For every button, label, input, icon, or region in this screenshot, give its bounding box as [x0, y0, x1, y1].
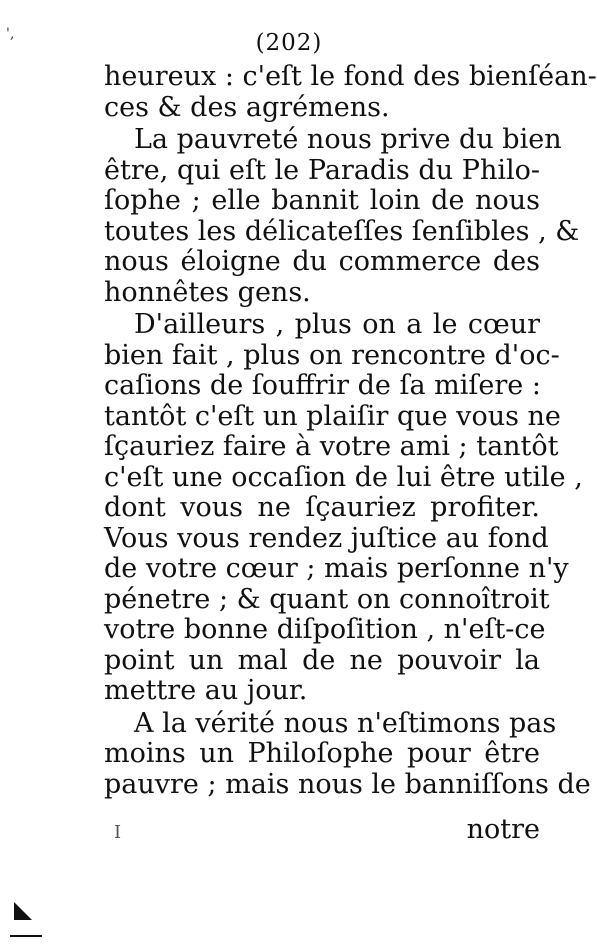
- text-line: A la vérité nous n'eſtimons pas: [134, 707, 557, 739]
- text-line: c'eſt une occaſion de lui être utile ,: [104, 461, 583, 493]
- text-line: honnêtes gens.: [104, 276, 311, 308]
- text-line: point un mal de ne pouvoir la: [104, 644, 540, 676]
- text-line: La pauvreté nous prive du bien: [134, 124, 562, 155]
- text-line: bien fait , plus on rencontre d'oc-: [104, 339, 560, 371]
- text-line: Vous vous rendez juſtice au fond: [104, 522, 549, 554]
- text-line: mettre au jour.: [104, 675, 308, 706]
- signature-mark: I: [114, 822, 124, 843]
- text-line: pénetre ; & quant on connoîtroit: [104, 583, 550, 615]
- footer-row: [104, 815, 540, 848]
- text-line: caſions de ſouffrir de ſa miſere :: [104, 370, 541, 401]
- text-body: [104, 61, 597, 800]
- corner-rule: [10, 935, 42, 937]
- catchword: notre: [466, 814, 540, 845]
- text-line: ces & des agrémens.: [104, 91, 390, 123]
- margin-mark: '‚: [6, 26, 15, 42]
- text-line: dont vous ne ſçauriez profiter.: [104, 492, 540, 523]
- text-line: ſophe ; elle bannit loin de nous: [104, 185, 540, 216]
- text-line: ſçauriez faire à votre ami ; tantôt: [104, 431, 559, 462]
- text-line: pauvre ; mais nous le banniſſons de: [104, 768, 591, 800]
- text-line: D'ailleurs , plus on a le cœur: [134, 309, 540, 340]
- text-line: tantôt c'eſt un plaiſir que vous ne: [104, 400, 561, 432]
- text-line: de votre cœur ; mais perſonne n'y: [104, 553, 569, 584]
- text-line: nous éloigne du commerce des: [104, 246, 540, 277]
- corner-mark-icon: [14, 902, 32, 920]
- page-number: (202): [255, 30, 323, 56]
- text-line: moins un Philoſophe pour être: [104, 738, 540, 769]
- text-line: votre bonne diſpoſition , n'eſt-ce: [104, 614, 546, 645]
- text-line: heureux : c'eſt le fond des bienſéan-: [104, 61, 597, 92]
- text-line: être, qui eſt le Paradis du Philo-: [104, 154, 540, 186]
- text-line: toutes les délicateſſes ſenſibles , &: [104, 215, 580, 247]
